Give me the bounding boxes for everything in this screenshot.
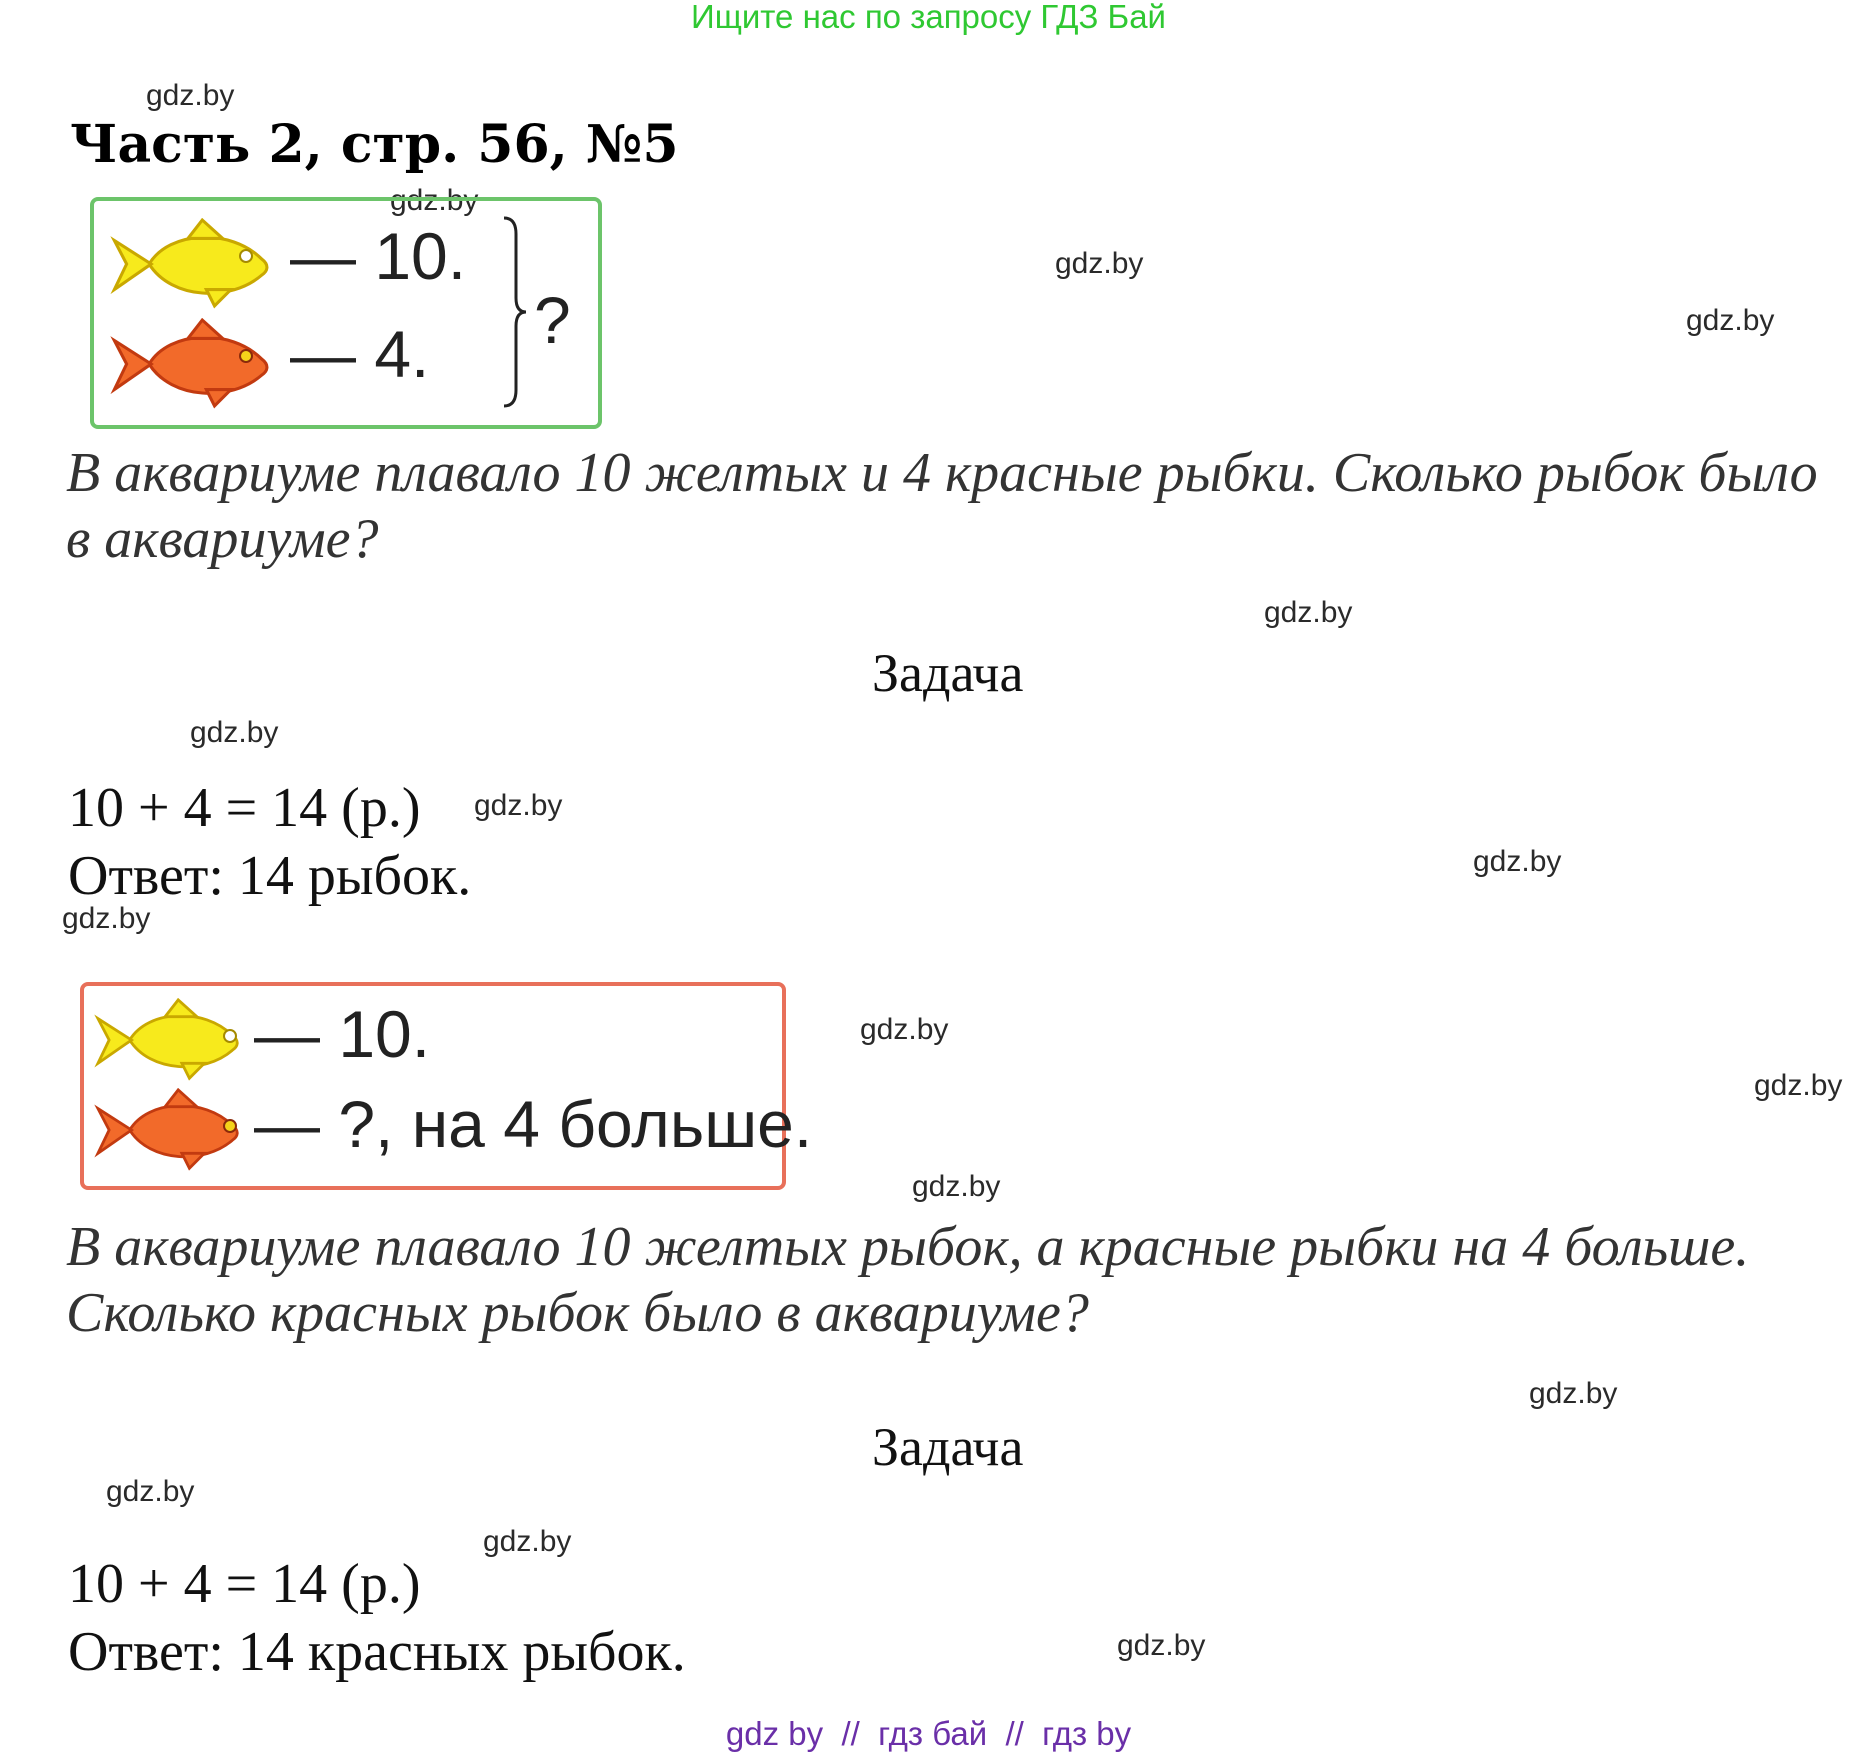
curly-brace (500, 214, 530, 410)
task1-heading: Задача (872, 643, 1024, 703)
task2-heading: Задача (872, 1417, 1024, 1477)
watermark: gdz.by (106, 1475, 195, 1508)
task2-equation: 10 + 4 = 14 (р.) (68, 1553, 421, 1615)
watermark: gdz.by (483, 1525, 572, 1558)
scheme1-yellow-value: — 10. (290, 219, 467, 293)
scheme2-red-value: — ?, на 4 больше. (254, 1087, 813, 1161)
watermark: gdz.by (1055, 247, 1144, 280)
watermark: gdz.by (1754, 1069, 1843, 1102)
red-fish-icon (108, 318, 272, 410)
yellow-fish-icon (108, 218, 272, 310)
watermark: gdz.by (1686, 304, 1775, 337)
task1-answer: Ответ: 14 рыбок. (68, 845, 472, 907)
watermark: gdz.by (390, 184, 479, 217)
task1-equation: 10 + 4 = 14 (р.) (68, 777, 421, 839)
watermark: gdz.by (1264, 596, 1353, 629)
red-fish-icon (92, 1088, 242, 1172)
footer-links[interactable]: gdz by // гдз бай // гдз by (725, 1715, 1132, 1752)
scheme1-question: ? (534, 283, 571, 357)
watermark: gdz.by (1529, 1377, 1618, 1410)
watermark: gdz.by (62, 902, 151, 935)
watermark: gdz.by (474, 789, 563, 822)
page-title: Часть 2, стр. 56, №5 (70, 114, 679, 175)
top-banner[interactable]: Ищите нас по запросу ГДЗ Бай (691, 0, 1166, 35)
watermark: gdz.by (146, 79, 235, 112)
task2-answer: Ответ: 14 красных рыбок. (68, 1621, 686, 1683)
scheme1-red-value: — 4. (290, 317, 430, 391)
watermark: gdz.by (1117, 1629, 1206, 1662)
task2-text: В аквариуме плавало 10 желтых рыбок, а красные рыбки на 4 больше. Сколько красных рыбок было в аквариуме? (66, 1216, 1750, 1344)
watermark: gdz.by (190, 716, 279, 749)
watermark: gdz.by (1473, 845, 1562, 878)
yellow-fish-icon (92, 998, 242, 1082)
watermark: gdz.by (912, 1170, 1001, 1203)
scheme2-yellow-value: — 10. (254, 997, 431, 1071)
watermark: gdz.by (860, 1013, 949, 1046)
task1-text: В аквариуме плавало 10 желтых и 4 красные рыбки. Сколько рыбок было в аквариуме? (66, 442, 1818, 570)
